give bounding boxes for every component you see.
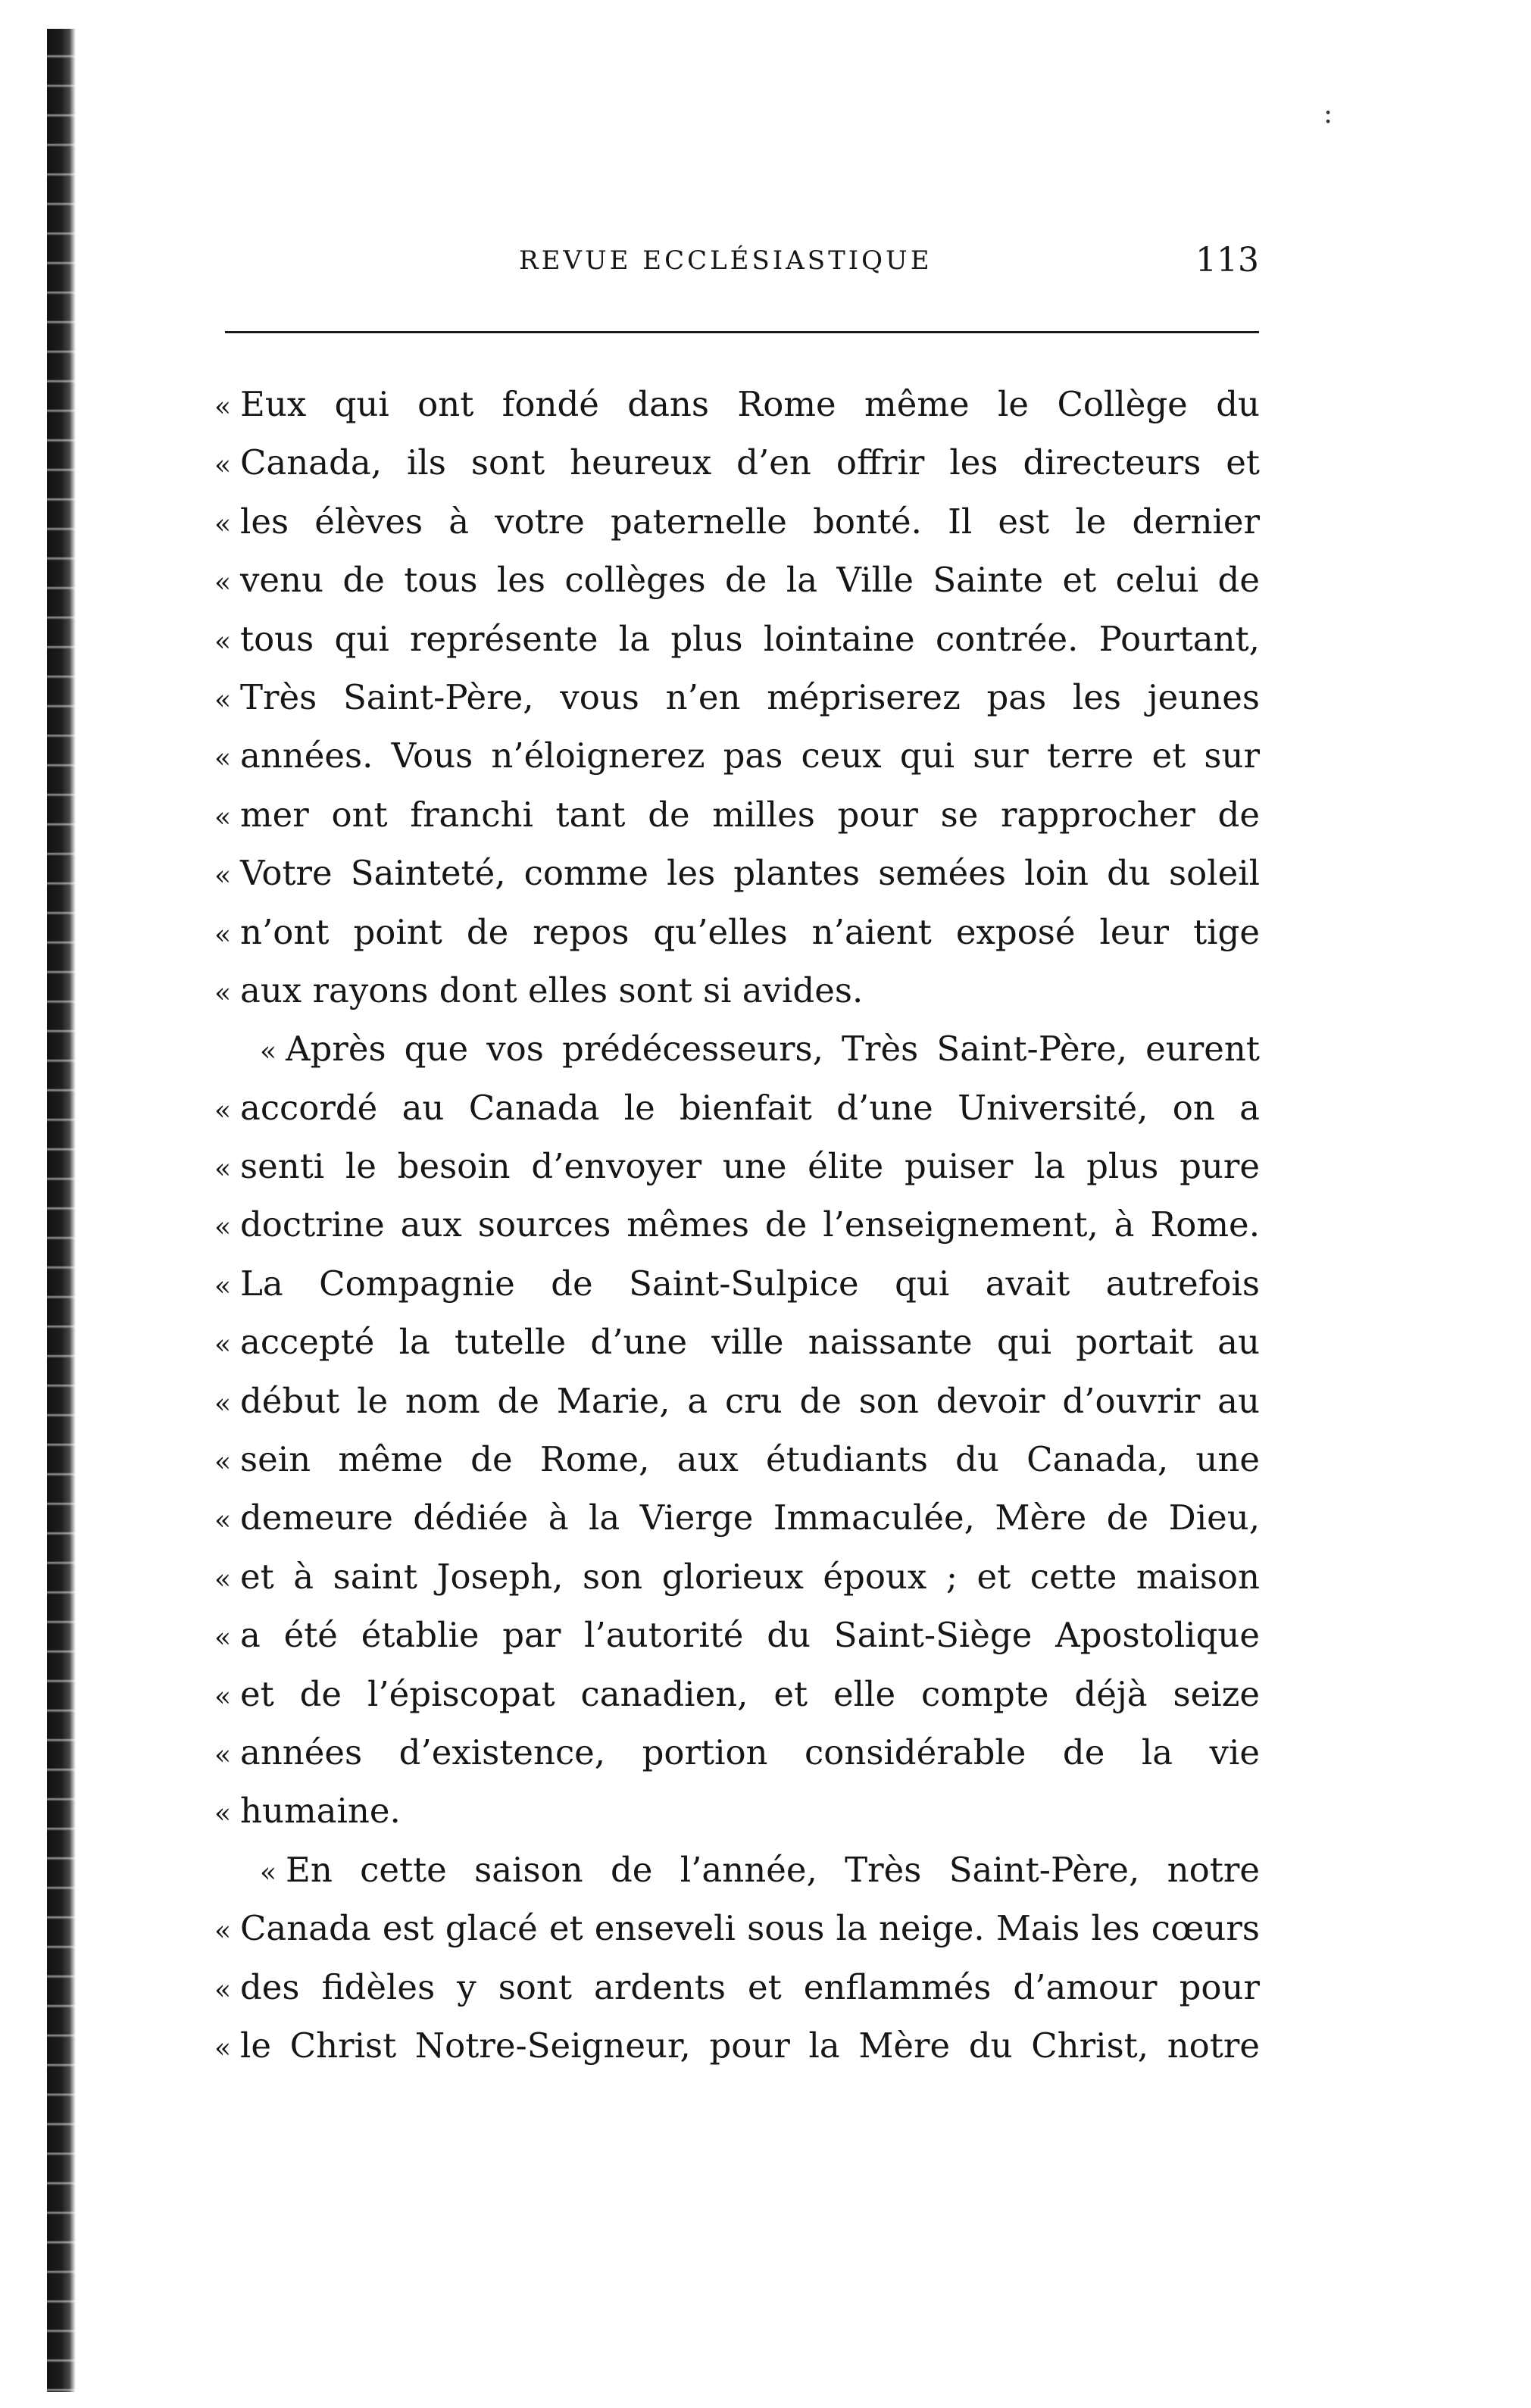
text-line — [214, 2025, 1260, 2084]
text-line — [214, 1908, 1260, 1966]
line-text: accepté la tutelle d’une ville naissante qui portait au — [240, 1322, 1260, 1363]
line-text: a été établie par l’autorité du Saint-Siège Apostolique — [240, 1615, 1260, 1656]
line-text: Canada, ils sont heureux d’en offrir les directeurs et — [240, 442, 1260, 483]
text-line — [214, 912, 1260, 970]
text-line — [214, 677, 1260, 736]
quote-mark: « — [214, 1739, 232, 1771]
quote-mark: « — [214, 919, 232, 951]
line-text: senti le besoin d’envoyer une élite puiser la plus pure — [240, 1146, 1260, 1187]
text-line — [214, 1498, 1260, 1556]
text-line — [214, 619, 1260, 677]
quote-mark: « — [214, 1563, 232, 1595]
running-title: REVUE ECCLÉSIASTIQUE — [519, 245, 933, 276]
page-number: 113 — [1195, 241, 1259, 280]
text-line — [214, 384, 1260, 442]
text-line — [214, 1732, 1260, 1791]
text-line — [214, 442, 1260, 501]
quote-mark: « — [214, 1329, 232, 1361]
line-text: le Christ Notre-Seigneur, pour la Mère du Christ, notre — [240, 2025, 1260, 2066]
line-text: des fidèles y sont ardents et enflammés d’amour pour — [240, 1966, 1260, 2007]
text-line — [214, 1322, 1260, 1380]
line-text: venu de tous les collèges de la Ville Sainte et celui de — [240, 560, 1260, 601]
line-text: doctrine aux sources mêmes de l’enseignement, à Rome. — [240, 1204, 1260, 1245]
quote-mark: « — [214, 1154, 232, 1185]
quote-mark: « — [214, 1974, 232, 2006]
text-line — [214, 1439, 1260, 1498]
text-line — [214, 1615, 1260, 1673]
text-line — [214, 1557, 1260, 1615]
quote-mark: « — [214, 1388, 232, 1420]
quote-mark: « — [214, 1447, 232, 1479]
body-text — [214, 384, 1260, 2084]
quote-mark: « — [214, 1270, 232, 1302]
line-text: Votre Sainteté, comme les plantes semées loin du soleil — [240, 853, 1260, 894]
line-text: sein même de Rome, aux étudiants du Canada, une — [240, 1439, 1260, 1480]
quote-mark: « — [214, 1505, 232, 1537]
text-line — [214, 1088, 1260, 1146]
header-rule — [225, 331, 1259, 333]
line-text: Eux qui ont fondé dans Rome même le Collège du — [240, 384, 1260, 424]
quote-mark: « — [214, 567, 232, 599]
text-line — [214, 736, 1260, 794]
quote-mark: « — [214, 860, 232, 892]
line-text: début le nom de Marie, a cru de son devoir d’ouvrir au — [240, 1380, 1260, 1421]
page-binding-edge — [47, 29, 76, 2392]
quote-mark: « — [214, 1623, 232, 1654]
line-text: demeure dédiée à la Vierge Immaculée, Mère de Dieu, — [240, 1498, 1260, 1538]
text-line — [214, 501, 1260, 560]
line-text: La Compagnie de Saint-Sulpice qui avait autrefois — [240, 1263, 1260, 1304]
quote-mark: « — [214, 508, 232, 540]
line-text: années. Vous n’éloignerez pas ceux qui sur terre et sur — [240, 736, 1260, 776]
text-line — [214, 795, 1260, 853]
quote-mark: « — [214, 392, 232, 423]
line-text: Canada est glacé et enseveli sous la neige. Mais les cœurs — [240, 1908, 1260, 1949]
quote-mark: « — [214, 684, 232, 716]
quote-mark: « — [214, 743, 232, 775]
line-text: Très Saint-Père, vous n’en mépriserez pas les jeunes — [240, 676, 1260, 717]
line-text: aux rayons dont elles sont si avides. — [240, 970, 864, 1010]
line-text: les élèves à votre paternelle bonté. Il est le dernier — [240, 501, 1260, 542]
quote-mark: « — [214, 801, 232, 833]
text-line — [214, 1967, 1260, 2025]
text-line — [214, 853, 1260, 911]
running-head — [225, 241, 1259, 286]
text-line — [214, 1381, 1260, 1439]
quote-mark: « — [214, 977, 232, 1009]
text-line — [214, 970, 1260, 1029]
text-line — [214, 1204, 1260, 1263]
quote-mark: « — [260, 1036, 277, 1068]
quote-mark: « — [214, 1681, 232, 1713]
text-line — [214, 1850, 1260, 1908]
line-text: humaine. — [240, 1791, 401, 1832]
line-text: tous qui représente la plus lointaine contrée. Pourtant, — [240, 618, 1260, 659]
text-line — [214, 1263, 1260, 1322]
line-text: années d’existence, portion considérable de la vie — [240, 1732, 1260, 1772]
text-line — [214, 1146, 1260, 1204]
text-line — [214, 560, 1260, 618]
quote-mark: « — [214, 1916, 232, 1947]
line-text: n’ont point de repos qu’elles n’aient exposé leur tige — [240, 911, 1260, 952]
corner-mark: : — [1323, 98, 1333, 130]
line-text: En cette saison de l’année, Très Saint-Père, notre — [286, 1849, 1260, 1890]
quote-mark: « — [214, 1212, 232, 1244]
quote-mark: « — [214, 1798, 232, 1830]
quote-mark: « — [214, 2032, 232, 2064]
quote-mark: « — [214, 1095, 232, 1126]
text-line — [214, 1791, 1260, 1849]
line-text: Après que vos prédécesseurs, Très Saint-Père, eurent — [286, 1029, 1260, 1070]
text-line — [214, 1029, 1260, 1087]
line-text: et à saint Joseph, son glorieux époux ; et cette maison — [240, 1556, 1260, 1597]
quote-mark: « — [214, 450, 232, 482]
quote-mark: « — [260, 1857, 277, 1888]
quote-mark: « — [214, 626, 232, 657]
line-text: et de l’épiscopat canadien, et elle compte déjà seize — [240, 1673, 1260, 1714]
line-text: mer ont franchi tant de milles pour se rapprocher de — [240, 794, 1260, 835]
text-line — [214, 1674, 1260, 1732]
line-text: accordé au Canada le bienfait d’une Université, on a — [240, 1087, 1260, 1128]
